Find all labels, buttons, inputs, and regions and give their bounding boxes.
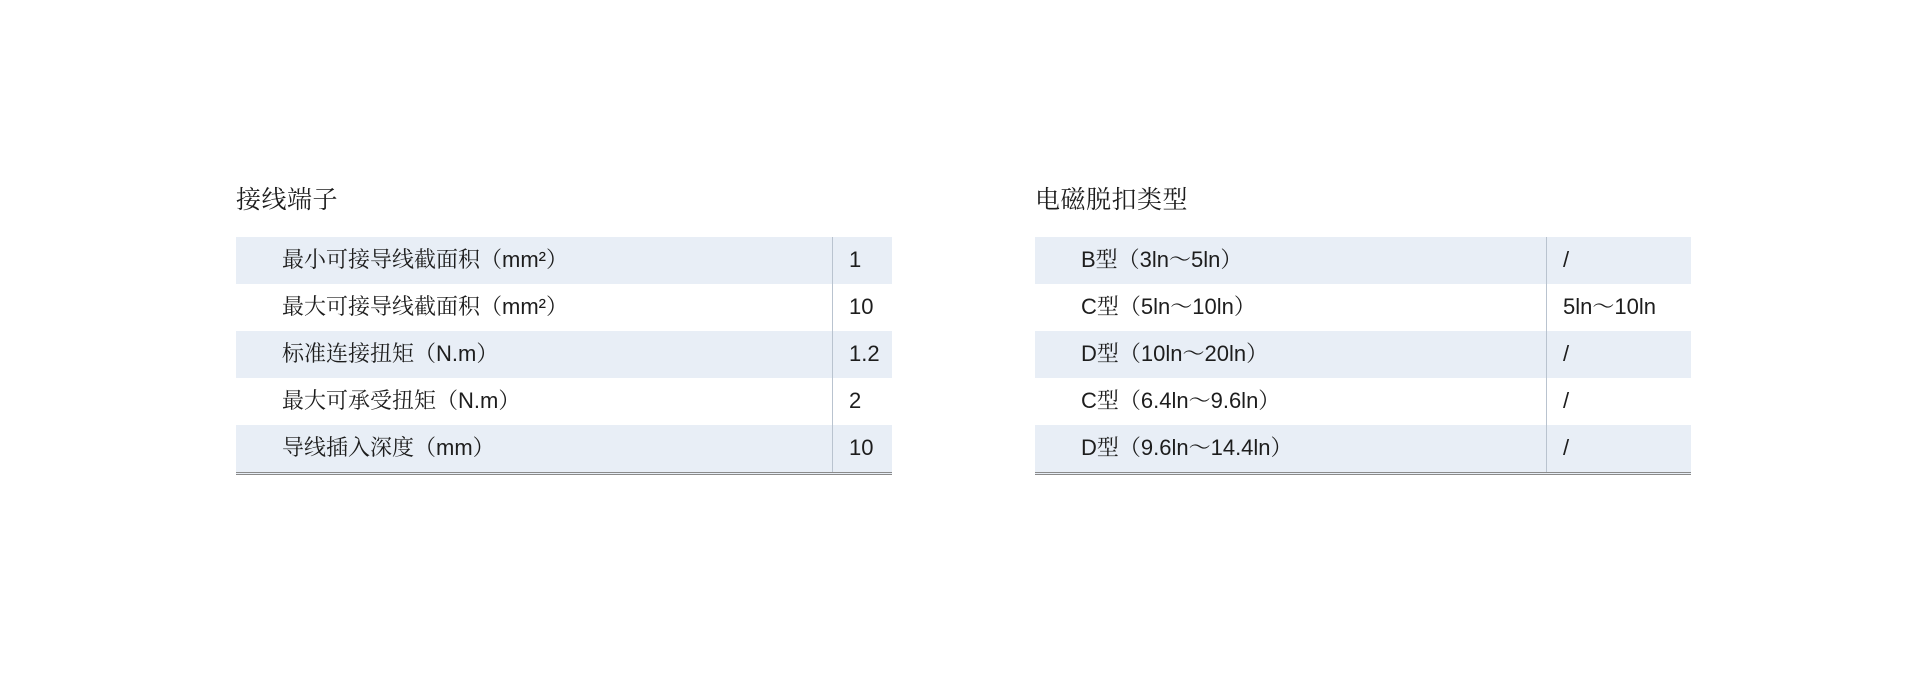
row-value: 10: [849, 294, 874, 319]
row-label: 最大可接导线截面积（mm²）: [236, 284, 833, 331]
row-label: D型（9.6ln～14.4ln）: [1035, 425, 1547, 474]
row-value: 5ln～10ln: [1563, 294, 1656, 319]
row-value: /: [1563, 247, 1570, 272]
spec-table-terminals: [236, 237, 892, 475]
row-value: 1: [849, 247, 862, 272]
table-row: [1035, 284, 1691, 331]
row-label: 最大可承受扭矩（N.m）: [236, 378, 833, 425]
table-row: [1035, 425, 1691, 474]
row-label: C型（5ln～10ln）: [1035, 284, 1547, 331]
row-label: 标准连接扭矩（N.m）: [236, 331, 833, 378]
row-value: 10: [849, 435, 874, 460]
row-label: 导线插入深度（mm）: [236, 425, 833, 474]
row-label: C型（6.4ln～9.6ln）: [1035, 378, 1547, 425]
row-value: /: [1563, 435, 1570, 460]
spec-table-magnetic-trip: [1035, 237, 1691, 475]
row-label: B型（3ln～5ln）: [1035, 237, 1547, 284]
block-title: 电磁脱扣类型: [1035, 186, 1189, 214]
table-row: [1035, 237, 1691, 284]
table-row: [236, 425, 892, 474]
table-row: [1035, 331, 1691, 378]
table-row: [236, 378, 892, 425]
table-row: [236, 331, 892, 378]
row-value: 2: [849, 388, 862, 413]
row-value: 1.2: [849, 341, 880, 366]
table-row: [236, 284, 892, 331]
table-row: [236, 237, 892, 284]
row-value: /: [1563, 341, 1570, 366]
table-row: [1035, 378, 1691, 425]
row-label: D型（10ln～20ln）: [1035, 331, 1547, 378]
spec-block-terminals: [236, 185, 896, 475]
spec-block-magnetic-trip: [1035, 185, 1695, 475]
row-label: 最小可接导线截面积（mm²）: [236, 237, 833, 284]
block-title: 接线端子: [236, 186, 339, 214]
row-value: /: [1563, 388, 1570, 413]
